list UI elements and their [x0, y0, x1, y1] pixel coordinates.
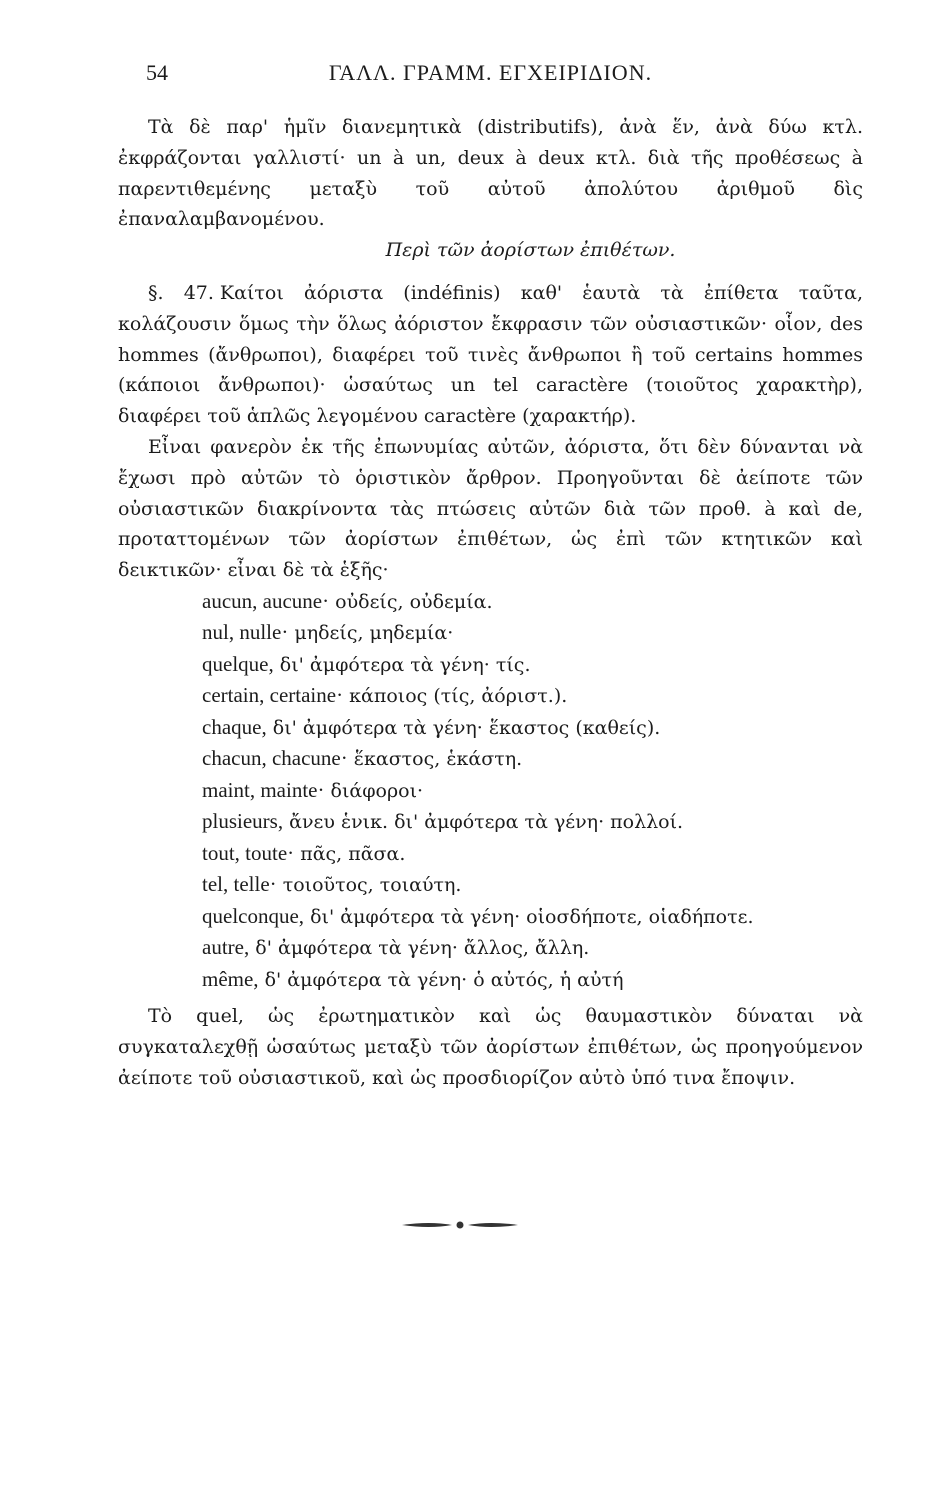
section-mark: §. 47.	[148, 281, 214, 304]
french-term: nul, nulle·	[202, 620, 289, 645]
french-term: certain, certaine·	[202, 683, 344, 708]
list-item	[202, 838, 863, 870]
greek-gloss: δι' ἀμφότερα τὰ γένη· ἕκαστος (καθείς).	[272, 716, 661, 739]
greek-gloss: διάφοροι·	[330, 779, 424, 802]
list-item	[202, 649, 863, 681]
greek-gloss: δι' ἀμφότερα τὰ γένη· τίς.	[279, 653, 531, 676]
section-paragraph-1-text: Καίτοι ἀόριστα (indéfinis) καθ' ἑαυτὰ τὰ ἐπίθετα ταῦτα, κολάζουσιν ὅμως τὴν ὅλως ἀόριστον ἔκφρασιν τῶν οὐσιαστικῶν· οἷον, des hommes (ἄνθρωποι), διαφέρει τοῦ τινὲς ἄνθρωποι ἢ τοῦ certains hommes (κάποιοι ἄνθρωποι)· ὡσαύτως un tel caractère (τοιοῦτος χαρακτὴρ), διαφέρει τοῦ ἁπλῶς λεγομένου caractère (χαρακτήρ).	[118, 281, 864, 428]
french-term: même,	[202, 966, 259, 991]
french-term: chacun, chacune·	[202, 746, 348, 771]
greek-gloss: ἄνευ ἑνικ. δι' ἀμφότερα τὰ γένη· πολλοί.	[289, 811, 684, 834]
greek-gloss: μηδείς, μηδεμία·	[294, 622, 454, 645]
list-item	[202, 743, 863, 775]
final-paragraph: Τὸ quel, ὡς ἐρωτηματικὸν καὶ ὡς θαυμαστικὸν δύναται νὰ συγκαταλεχθῇ ὡσαύτως μεταξὺ τῶν ἀορίστων ἐπιθέτων, ὡς προηγούμενον ἀείποτε τοῦ οὐσιαστικοῦ, καὶ ὡς προσδιορίζον αὐτὸ ὑπό τινα ἔποψιν.	[118, 1005, 863, 1090]
greek-gloss: κάποιος (τίς, ἀόριστ.).	[349, 685, 568, 708]
greek-gloss: δ' ἀμφότερα τὰ γένη· ἄλλος, ἄλλη.	[255, 937, 590, 960]
list-item	[202, 806, 863, 838]
ornament-divider-icon	[400, 1219, 520, 1231]
list-item	[202, 932, 863, 964]
book-page	[118, 58, 863, 1094]
list-item	[202, 964, 863, 996]
intro-paragraph: Τὰ δὲ παρ' ἡμῖν διανεμητικὰ (distributifs), ἀνὰ ἕν, ἀνὰ δύω κτλ. ἐκφράζονται γαλλιστί· un à un, deux à deux κτλ. διὰ τῆς προθέσεως à παρεντιθεμένης μεταξὺ τοῦ αὐτοῦ ἀπολύτου ἀριθμοῦ δὶς ἐπαναλαμβανομένου.	[118, 116, 863, 231]
section-heading: Περὶ τῶν ἀορίστων ἐπιθέτων.	[385, 239, 676, 262]
greek-gloss: δ' ἀμφότερα τὰ γένη· ὁ αὐτός, ἡ αὐτή	[264, 968, 624, 991]
french-term: plusieurs,	[202, 809, 284, 834]
french-term: quelconque,	[202, 903, 305, 928]
indefinite-adjectives-list	[118, 586, 863, 996]
running-head	[118, 58, 863, 94]
running-title: ΓΑΛΛ. ΓΡΑΜΜ. ΕΓΧΕΙΡΙΔΙΟΝ.	[328, 60, 653, 85]
french-term: aucun, aucune·	[202, 588, 330, 613]
section-paragraph-2: Εἶναι φανερὸν ἐκ τῆς ἐπωνυμίας αὐτῶν, ἀόριστα, ὅτι δὲν δύνανται νὰ ἔχωσι πρὸ αὐτῶν τὸ ὁριστικὸν ἄρθρον. Προηγοῦνται δὲ ἀείποτε τῶν οὐσιαστικῶν διακρίνοντα τὰς πτώσεις αὐτῶν διὰ τῶν προθ. à καὶ de, προταττομένων τῶν ἀορίστων ἐπιθέτων, ὡς ἐπὶ τῶν κτητικῶν καὶ δεικτικῶν· εἶναι δὲ τὰ ἑξῆς·	[118, 435, 863, 582]
french-term: autre,	[202, 935, 250, 960]
greek-gloss: τοιοῦτος, τοιαύτη.	[282, 874, 462, 897]
french-term: tel, telle·	[202, 872, 277, 897]
list-item	[202, 869, 863, 901]
page-number: 54	[146, 60, 168, 85]
list-item	[202, 680, 863, 712]
list-item	[202, 901, 863, 933]
french-term: quelque,	[202, 651, 274, 676]
french-term: tout, toute·	[202, 840, 295, 865]
french-term: chaque,	[202, 714, 267, 739]
greek-gloss: πᾶς, πᾶσα.	[300, 842, 406, 865]
greek-gloss: δι' ἀμφότερα τὰ γένη· οἱοσδήποτε, οἱαδήποτε.	[310, 905, 754, 928]
list-item	[202, 586, 863, 618]
list-item	[202, 775, 863, 807]
french-term: maint, mainte·	[202, 777, 325, 802]
greek-gloss: οὐδείς, οὐδεμία.	[335, 590, 493, 613]
list-item	[202, 617, 863, 649]
greek-gloss: ἕκαστος, ἑκάστη.	[353, 748, 523, 771]
list-item	[202, 712, 863, 744]
section-paragraph-1	[118, 278, 863, 432]
